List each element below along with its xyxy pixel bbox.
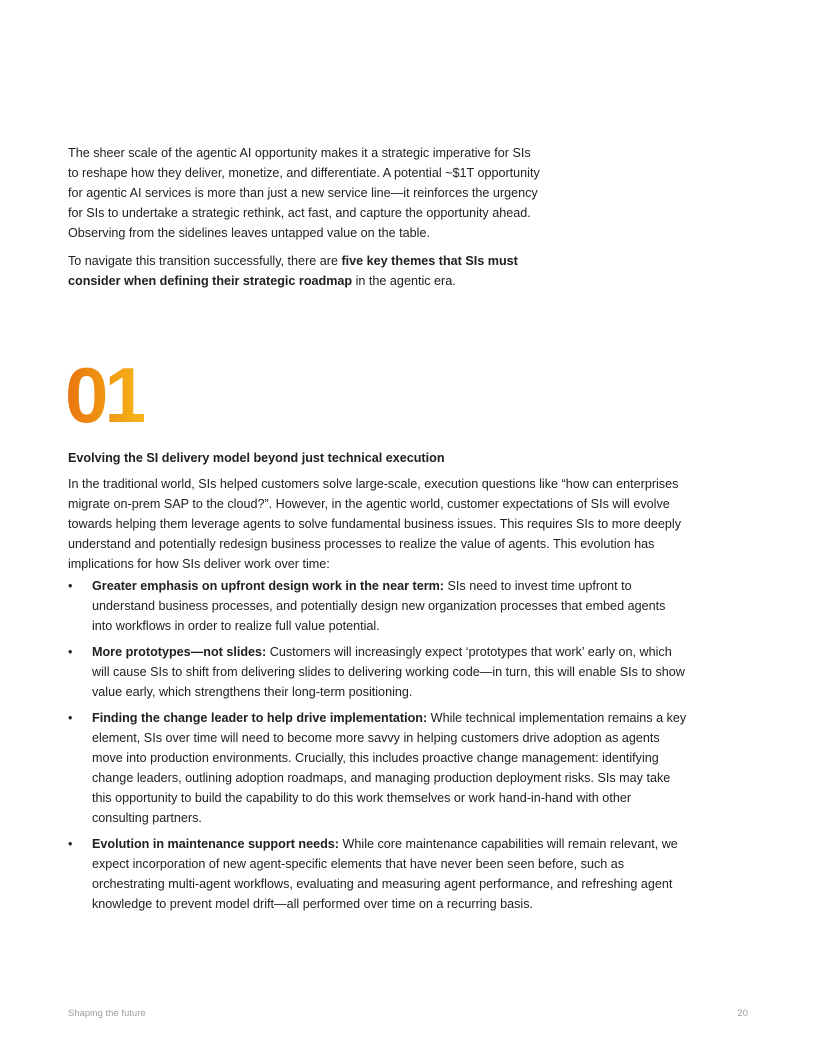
section-body: In the traditional world, SIs helped customers solve large-scale, execution questions like “how can enterprises migrate on-prem SAP to the cloud?”. However, in the agentic world, customer expectations of SIs will evolve towards helping them leverage agents to solve fundamental business issues. This requires SIs to more deeply understand and potentially redesign business processes to realize the value of agents. This evolution has implications for how SIs deliver work over time:	[68, 477, 681, 571]
bullet-marker: •	[68, 645, 73, 659]
bullet-marker: •	[68, 711, 73, 725]
bullet-title: Finding the change leader to help drive implementation:	[92, 711, 428, 725]
intro-text	[68, 143, 543, 299]
bullet-title: Evolution in maintenance support needs:	[92, 837, 340, 851]
bullet-text: SIs need to invest time upfront to understand business processes, and potentially design new organization processes that embed agents into workflows in order to realize full value potential.	[92, 579, 666, 633]
section-number: 01	[65, 351, 144, 439]
intro-paragraph-2	[68, 251, 543, 291]
bullet-title: More prototypes—not slides:	[92, 645, 267, 659]
bullet-marker: •	[68, 579, 73, 593]
intro-paragraph-2-bold: five key themes that SIs must consider when defining their strategic roadmap	[68, 254, 518, 288]
intro-paragraph-1: The sheer scale of the agentic AI opportunity makes it a strategic imperative for SIs to reshape how they deliver, monetize, and differentiate. A potential ~$1T opportunity for agentic AI services is more than just a new service line—it reinforces the urgency for SIs to undertake a strategic rethink, act fast, and capture the opportunity ahead. Observing from the sidelines leaves untapped value on the table.	[68, 146, 540, 240]
bullet-text: While core maintenance capabilities will remain relevant, we expect incorporation of new agent-specific elements that have never been seen before, such as orchestrating multi-agent workflows, evaluating and measuring agent performance, and refreshing agent knowledge to prevent model drift—all performed over time on a recurring basis.	[92, 837, 678, 911]
bullet-list	[68, 576, 688, 914]
bullet-item	[68, 642, 688, 702]
intro-paragraph-2-tail: in the agentic era.	[352, 274, 456, 288]
bullet-text: While technical implementation remains a key element, SIs over time will need to become more savvy in helping customers drive adoption as agents move into production environments. Crucially, this includes proactive change management: identifying change leaders, outlining adoption roadmaps, and managing production deployment risks. SIs may take this opportunity to build the capability to do this work themselves or work hand-in-hand with other consulting partners.	[92, 711, 687, 825]
bullet-item	[68, 834, 688, 914]
bullet-marker: •	[68, 837, 73, 851]
page-number: 20	[737, 1008, 748, 1019]
bullet-item	[68, 576, 688, 636]
section-heading: Evolving the SI delivery model beyond just technical execution	[68, 451, 445, 465]
section-01	[68, 448, 688, 920]
intro-paragraph-2-lead: To navigate this transition successfully, there are	[68, 254, 342, 268]
footer-title: Shaping the future	[68, 1008, 146, 1019]
bullet-item	[68, 708, 688, 828]
bullet-text: Customers will increasingly expect ‘prototypes that work’ early on, which will cause SIs to shift from delivering slides to delivering working code—in turn, this will enable SIs to show value early, which strengthens their long-term positioning.	[92, 645, 685, 699]
bullet-title: Greater emphasis on upfront design work in the near term:	[92, 579, 444, 593]
